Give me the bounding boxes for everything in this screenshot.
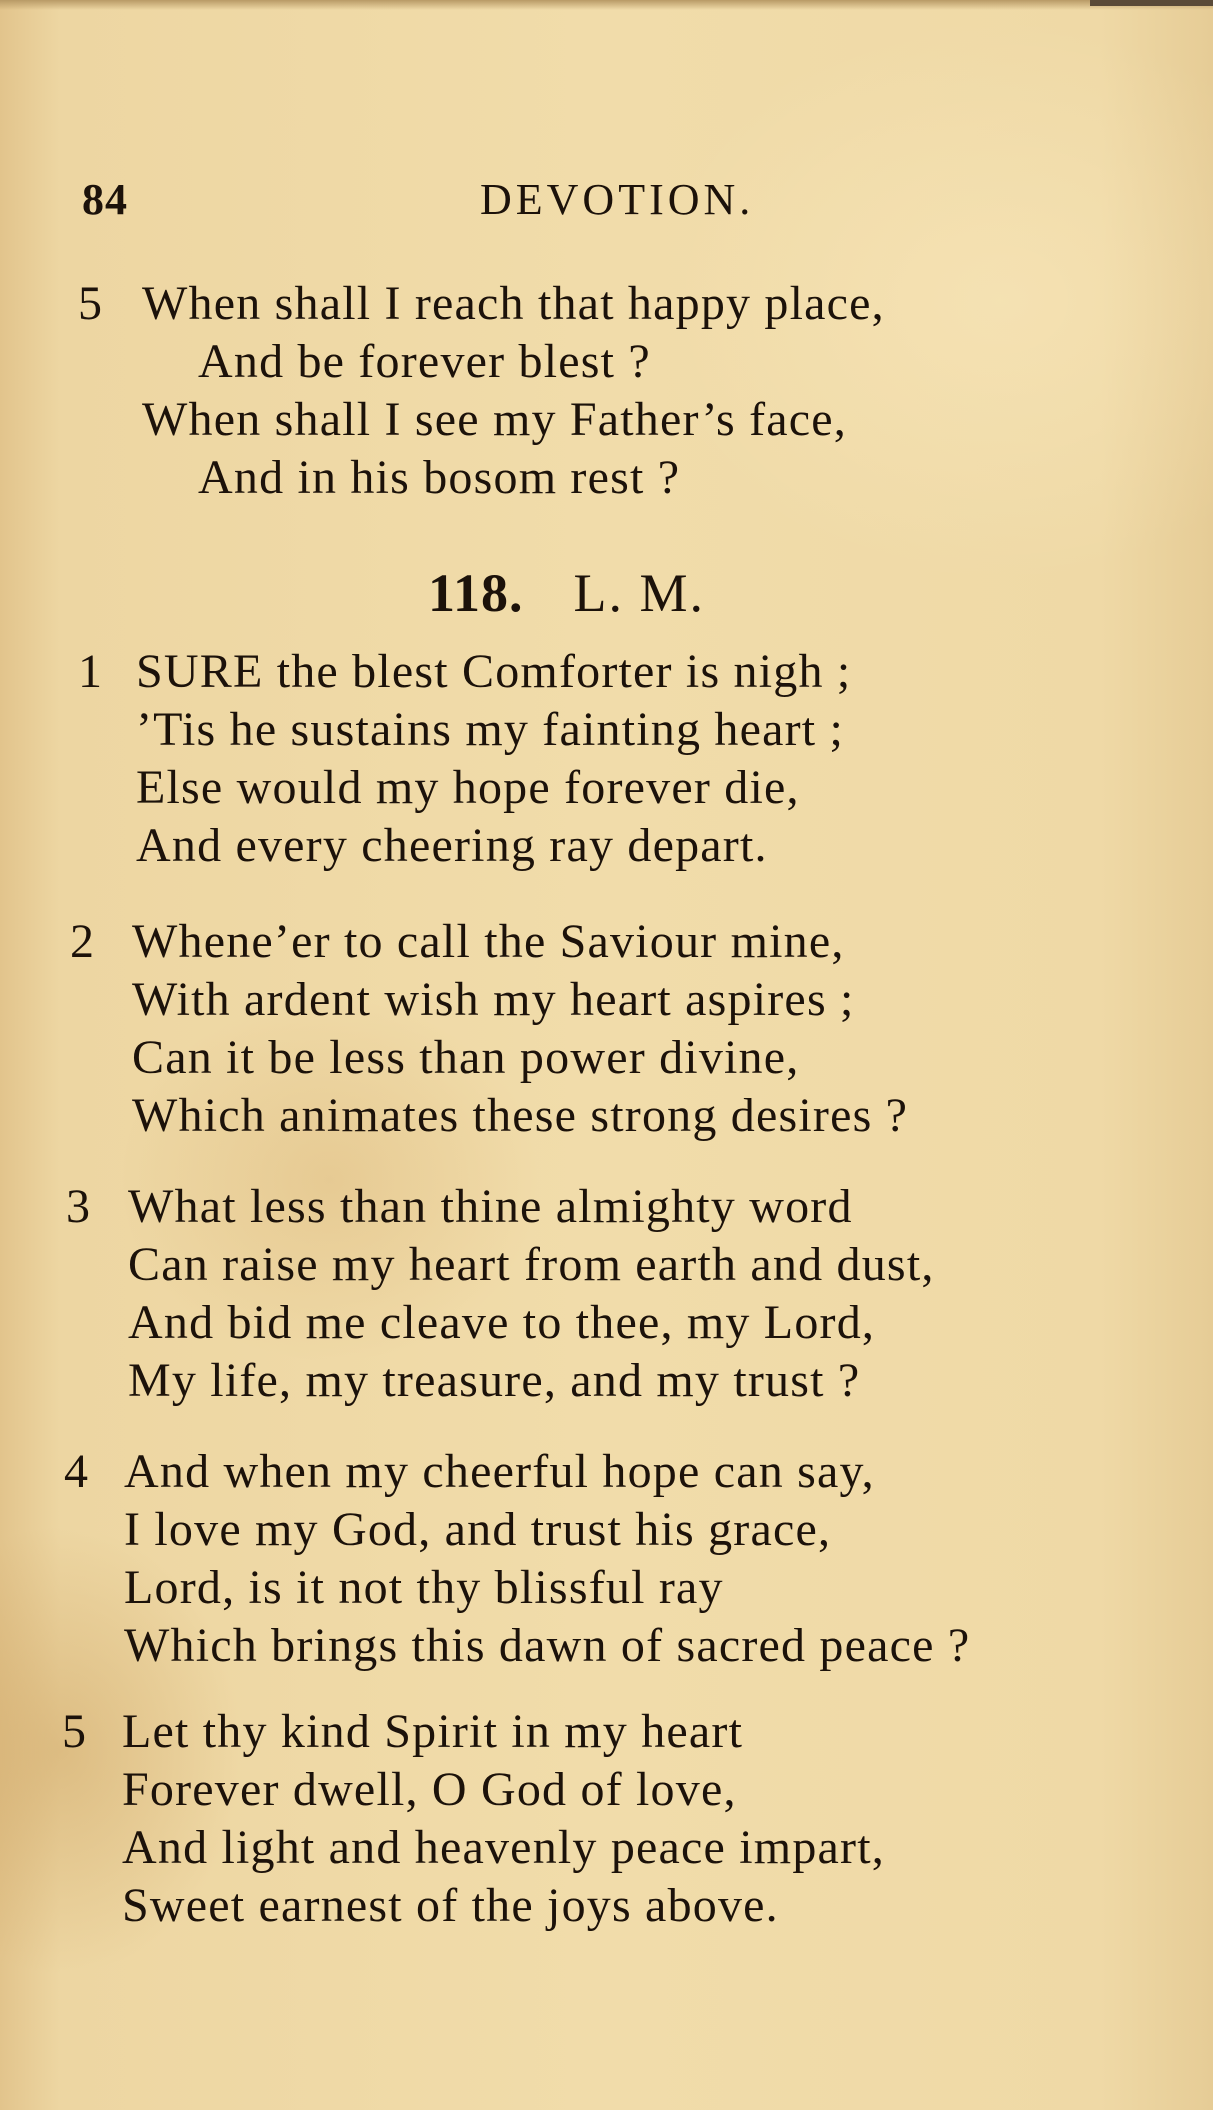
stanza-number: 3 bbox=[66, 1180, 90, 1233]
verse-line: SURE the blest Comforter is nigh ; bbox=[136, 645, 852, 698]
verse-line: And every cheering ray depart. bbox=[136, 819, 768, 872]
running-head: DEVOTION. bbox=[480, 175, 755, 224]
verse-line: Can raise my heart from earth and dust, bbox=[128, 1238, 935, 1291]
hymn-heading bbox=[428, 560, 705, 626]
verse-line: Which brings this dawn of sacred peace ? bbox=[124, 1619, 971, 1672]
stanza-number: 4 bbox=[64, 1445, 88, 1498]
facing-page-edge bbox=[1090, 0, 1213, 6]
verse-line: When shall I reach that happy place, bbox=[142, 277, 885, 330]
verse-line: Which animates these strong desires ? bbox=[132, 1089, 909, 1142]
verse-line: Sweet earnest of the joys above. bbox=[122, 1879, 779, 1932]
verse-line: And light and heavenly peace impart, bbox=[122, 1821, 885, 1874]
page-header bbox=[82, 170, 802, 230]
stanza-number: 2 bbox=[70, 915, 94, 968]
page-number: 84 bbox=[82, 175, 128, 224]
hymn-meter: L. M. bbox=[573, 563, 706, 623]
verse-line: Let thy kind Spirit in my heart bbox=[122, 1705, 744, 1758]
verse-line: And in his bosom rest ? bbox=[198, 451, 681, 504]
verse-line: What less than thine almighty word bbox=[128, 1180, 853, 1233]
verse-line: Forever dwell, O God of love, bbox=[122, 1763, 737, 1816]
verse-line: ’Tis he sustains my fainting heart ; bbox=[136, 703, 845, 756]
verse-line: And bid me cleave to thee, my Lord, bbox=[128, 1296, 876, 1349]
stanza-number: 5 bbox=[62, 1705, 86, 1758]
hymn-number: 118. bbox=[428, 563, 524, 623]
verse-line: Can it be less than power divine, bbox=[132, 1031, 800, 1084]
verse-line: My life, my treasure, and my trust ? bbox=[128, 1354, 861, 1407]
stanza-number: 5 bbox=[78, 277, 102, 330]
verse-line: Else would my hope forever die, bbox=[136, 761, 800, 814]
verse-line: And be forever blest ? bbox=[198, 335, 651, 388]
stanza-number: 1 bbox=[78, 645, 102, 698]
verse-line: When shall I see my Father’s face, bbox=[142, 393, 847, 446]
verse-line: I love my God, and trust his grace, bbox=[124, 1503, 832, 1556]
page-top-shadow bbox=[0, 0, 1213, 10]
verse-line: Whene’er to call the Saviour mine, bbox=[132, 915, 845, 968]
verse-line: Lord, is it not thy blissful ray bbox=[124, 1561, 724, 1614]
verse-line: With ardent wish my heart aspires ; bbox=[132, 973, 855, 1026]
verse-line: And when my cheerful hope can say, bbox=[124, 1445, 875, 1498]
